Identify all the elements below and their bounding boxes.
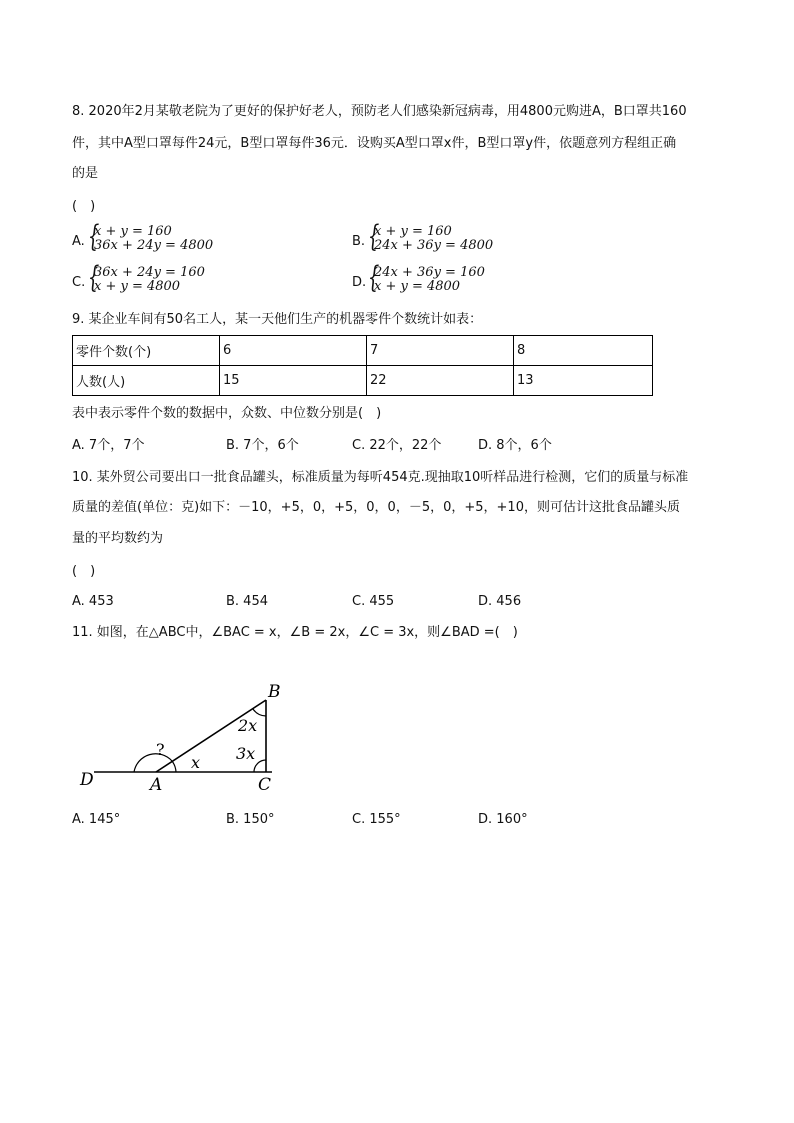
vertex-label-b: B [268,682,281,702]
q10-text-line-2: 质量的差值(单位：克)如下：－10，+5，0，+5，0，0，－5，0，+5，+10，则可估计这批食品罐头质 [72,500,680,515]
q9-text-line-1: 9. 某企业车间有50名工人，某一天他们生产的机器零件个数统计如表： [72,312,483,327]
q9-option-d: D. 8个，6个 [478,438,552,453]
q9-text-line-2: 表中表示零件个数的数据中，众数、中位数分别是( ) [72,406,382,421]
vertex-label-d: D [80,770,94,790]
q8-option-b-label: B. [352,234,366,249]
q8-option-b-eq1: x + y = 160 [374,224,452,239]
q8-option-a-eq2: 36x + 24y = 4800 [94,238,214,253]
q10-text-line-1: 10. 某外贸公司要出口一批食品罐头，标准质量为每听454克.现抽取10听样品进行检测，它们的质量与标准 [72,470,689,485]
q8-option-d-label: D. [352,275,367,290]
unknown-angle-label: ? [156,740,165,759]
q10-option-a: A. 453 [72,594,114,609]
table-cell: 6 [220,336,367,366]
table-cell: 8 [514,336,653,366]
q11-option-d: D. 160° [478,812,528,827]
q11-text-line-1: 11. 如图，在△ABC中，∠BAC = x，∠B = 2x，∠C = 3x，则∠BAD =( ) [72,625,518,640]
q8-option-a-eq1: x + y = 160 [94,224,172,239]
q8-option-c-eq1: 36x + 24y = 160 [94,265,205,280]
q8-text-line-1: 8. 2020年2月某敬老院为了更好的保护好老人，预防老人们感染新冠病毒，用4800元购进A，B口罩共160 [72,104,687,119]
brace-icon: { [87,219,100,254]
q8-option-a-system [86,219,214,254]
angle-arc-exterior [134,754,172,772]
q10-option-c: C. 455 [352,594,395,609]
table-row [73,366,653,396]
q8-answer-paren: ( ) [72,199,96,214]
q8-option-c-label: C. [72,275,86,290]
angle-arc-b [253,709,266,716]
angle-arc-c [254,760,266,772]
q8-option-d-eq1: 24x + 36y = 160 [374,265,485,280]
q8-option-d-eq2: x + y = 4800 [374,279,461,294]
q8-text-line-3: 的是 [72,166,99,181]
table-row [73,336,653,366]
angle-label-3x: 3x [236,744,256,763]
brace-icon: { [87,260,100,295]
table-cell: 15 [220,366,367,396]
triangle-figure [72,677,302,797]
brace-icon: { [367,260,380,295]
q10-option-b: B. 454 [226,594,268,609]
table-cell: 零件个数(个) [73,336,220,366]
q10-option-d: D. 456 [478,594,522,609]
table-cell: 人数(人) [73,366,220,396]
q9-option-b: B. 7个，6个 [226,438,299,453]
vertex-label-a: A [150,775,163,795]
q9-stats-table [72,335,653,396]
q8-option-b-system [366,219,494,254]
q11-option-b: B. 150° [226,812,275,827]
table-cell: 7 [367,336,514,366]
angle-label-2x: 2x [238,716,258,735]
angle-label-x: x [191,753,201,772]
angle-arc-a [172,761,176,772]
vertex-label-c: C [258,775,272,795]
q11-option-c: C. 155° [352,812,401,827]
q9-option-c: C. 22个，22个 [352,438,442,453]
q9-option-a: A. 7个，7个 [72,438,145,453]
q8-option-c-eq2: x + y = 4800 [94,279,181,294]
brace-icon: { [367,219,380,254]
q10-text-line-3: 量的平均数约为 [72,531,164,546]
q8-option-d-system [366,260,485,295]
q8-text-line-2: 件，其中A型口罩每件24元，B型口罩每件36元．设购买A型口罩x件，B型口罩y件，依题意列方程组正确 [72,136,677,151]
q10-answer-paren: ( ) [72,564,96,579]
table-cell: 13 [514,366,653,396]
q11-option-a: A. 145° [72,812,121,827]
q8-option-c-system [86,260,205,295]
table-cell: 22 [367,366,514,396]
q8-option-b-eq2: 24x + 36y = 4800 [374,238,494,253]
q8-option-a-label: A. [72,234,85,249]
